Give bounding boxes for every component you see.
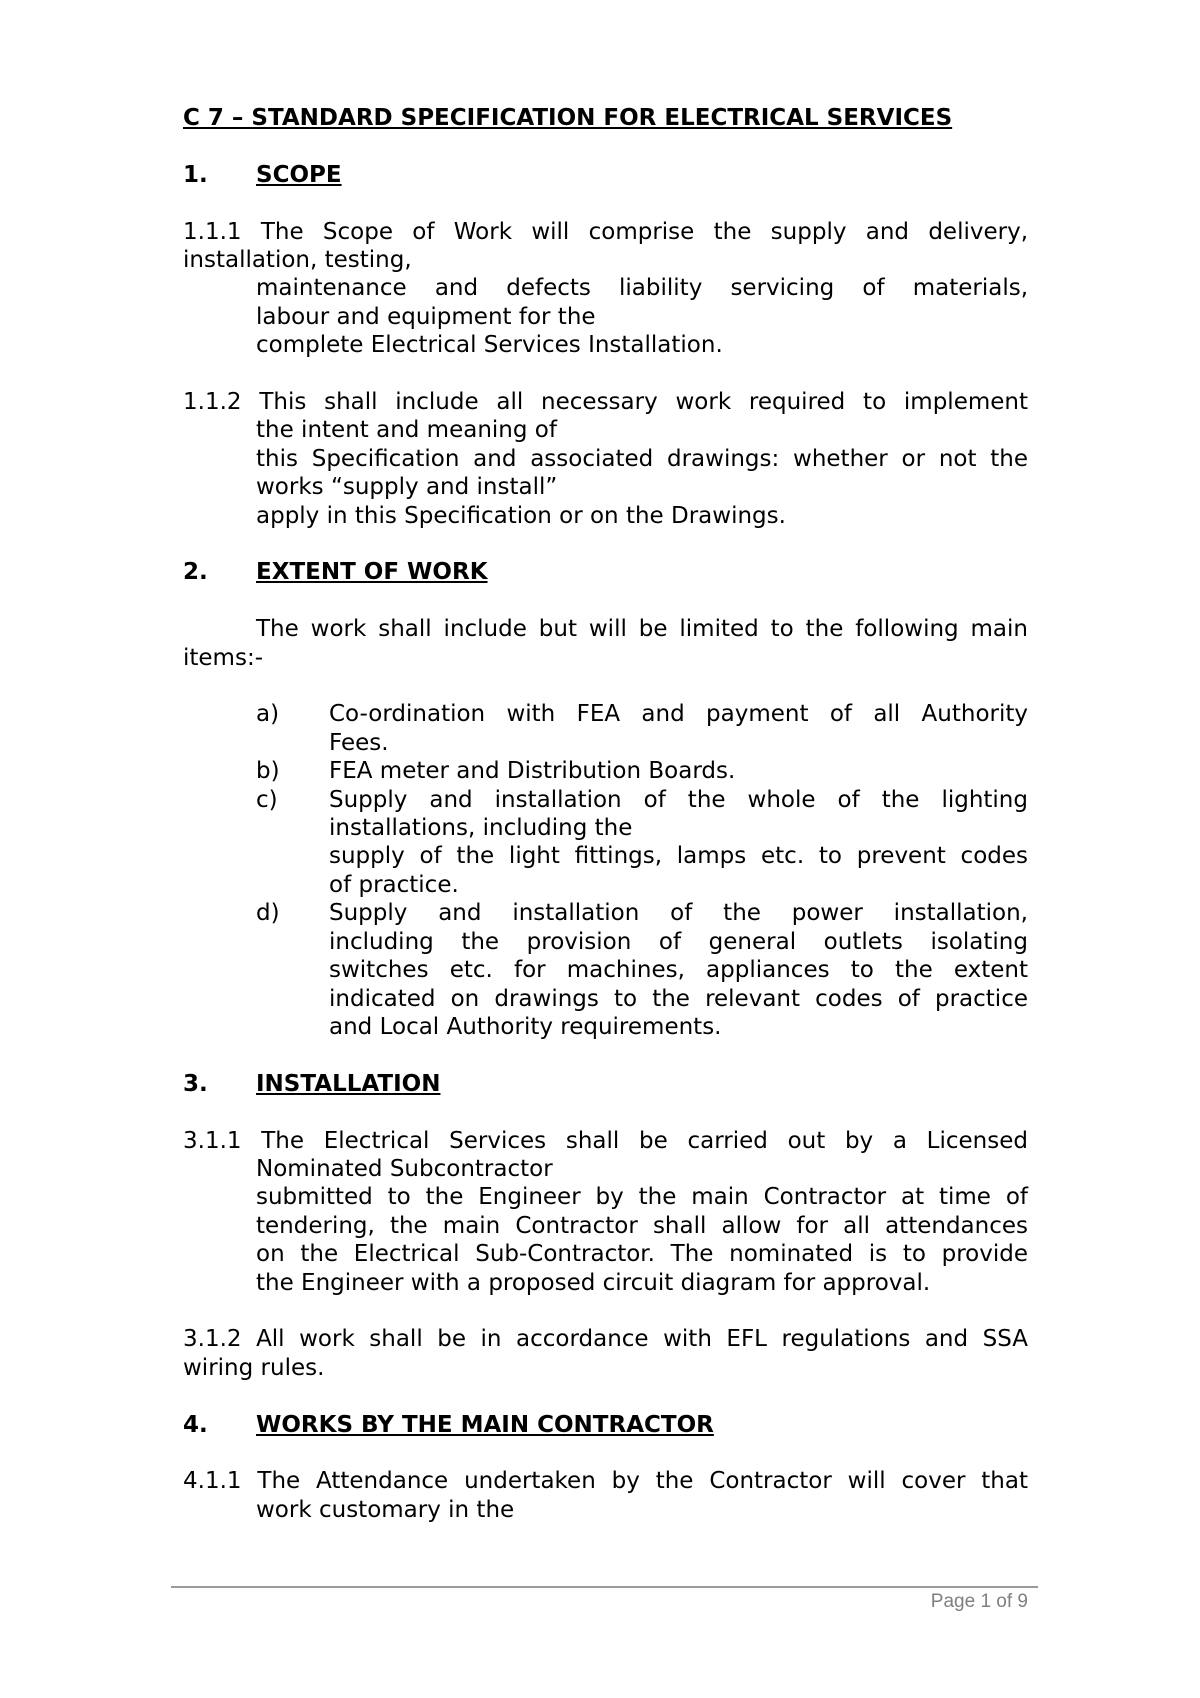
- extent-item-line: Co-ordination with FEA and payment of all Authority: [329, 701, 1028, 728]
- extent-item-line: Supply and installation of the power installation,: [329, 900, 1028, 927]
- section-4-number: 4.: [183, 1411, 208, 1438]
- document-title: C 7 – STANDARD SPECIFICATION FOR ELECTRICAL SERVICES: [183, 105, 953, 131]
- clause-line: labour and equipment for the: [256, 303, 596, 330]
- clause-line: submitted to the Engineer by the main Contractor at time of: [256, 1184, 1028, 1211]
- clause-line: work customary in the: [256, 1496, 515, 1523]
- clause-line: apply in this Specification or on the Drawings.: [256, 502, 786, 529]
- extent-item-marker: a): [256, 701, 280, 728]
- section-1-number: 1.: [183, 161, 208, 188]
- section-3-number: 3.: [183, 1070, 208, 1097]
- extent-item: [183, 757, 1028, 785]
- clause-number: 3.1.1: [183, 1127, 242, 1154]
- extent-item: [183, 700, 1028, 757]
- section-2-number: 2.: [183, 559, 208, 586]
- clause-line: 1.1.1 The Scope of Work will comprise the supply and delivery,: [183, 218, 1028, 245]
- clause-line: the Engineer with a proposed circuit diagram for approval.: [256, 1269, 931, 1296]
- section-3-heading: [183, 1070, 1028, 1098]
- section-2-heading: [183, 558, 1028, 586]
- extent-item-marker: c): [256, 786, 278, 813]
- page-number: Page 1 of 9: [930, 1591, 1028, 1612]
- clause-line: wiring rules.: [183, 1354, 325, 1381]
- clause-line: 3.1.2 All work shall be in accordance with EFL regulations and SSA: [183, 1326, 1028, 1353]
- extent-items-list: [183, 700, 1028, 1041]
- clause-3-1-1: [183, 1127, 1028, 1297]
- extent-item-line: supply of the light fittings, lamps etc. to prevent codes: [329, 843, 1028, 870]
- section-4-title: WORKS BY THE MAIN CONTRACTOR: [256, 1411, 714, 1438]
- extent-item-line: installations, including the: [329, 815, 633, 842]
- clause-number: 4.1.1: [183, 1468, 242, 1495]
- section-3-title: INSTALLATION: [256, 1070, 441, 1097]
- section-2-title: EXTENT OF WORK: [256, 559, 488, 586]
- section-4-heading: [183, 1411, 1028, 1439]
- extent-item: [183, 786, 1028, 900]
- extent-item-line: and Local Authority requirements.: [329, 1013, 722, 1040]
- section-1-heading: [183, 161, 1028, 189]
- clause-4-1-1: [183, 1467, 1028, 1524]
- clause-line: 1.1.2 This shall include all necessary work required to implement: [183, 389, 1029, 416]
- page-content: [183, 104, 1028, 1524]
- section-1-title: SCOPE: [256, 161, 342, 188]
- extent-item-marker: b): [256, 758, 280, 785]
- extent-item-line: FEA meter and Distribution Boards.: [329, 758, 736, 785]
- clause-number: 3.1.2: [183, 1326, 242, 1353]
- extent-intro-line: The work shall include but will be limited to the following main: [256, 616, 1028, 643]
- clause-number: 1.1.1: [183, 218, 242, 245]
- extent-item-line: including the provision of general outlets isolating: [329, 928, 1028, 955]
- clause-line: the intent and meaning of: [256, 417, 557, 444]
- extent-item: [183, 899, 1028, 1041]
- clause-line: Nominated Subcontractor: [256, 1155, 553, 1182]
- clause-line: complete Electrical Services Installation.: [256, 332, 723, 359]
- clause-line: this Specification and associated drawings: whether or not the: [256, 445, 1028, 472]
- clause-line: installation, testing,: [183, 247, 412, 273]
- clause-number: 1.1.2: [183, 389, 242, 416]
- extent-intro-line: items:-: [183, 644, 263, 671]
- footer-divider: [171, 1586, 1038, 1588]
- clause-1-1-1: [183, 218, 1028, 360]
- clause-1-1-2: [183, 388, 1028, 530]
- clause-3-1-2: [183, 1325, 1028, 1382]
- extent-item-line: of practice.: [329, 871, 459, 898]
- clause-line: tendering, the main Contractor shall allow for all attendances: [256, 1212, 1028, 1239]
- extent-item-line: indicated on drawings to the relevant codes of practice: [329, 985, 1028, 1012]
- clause-line: works “supply and install”: [256, 474, 558, 501]
- clause-line: on the Electrical Sub-Contractor. The nominated is to provide: [256, 1241, 1028, 1268]
- extent-item-line: switches etc. for machines, appliances to the extent: [329, 957, 1028, 984]
- extent-item-marker: d): [256, 900, 280, 927]
- extent-item-line: Fees.: [329, 729, 389, 756]
- clause-line: maintenance and defects liability servicing of materials,: [256, 275, 1028, 302]
- clause-line: 4.1.1 The Attendance undertaken by the Contractor will cover that: [183, 1468, 1028, 1495]
- clause-line: 3.1.1 The Electrical Services shall be carried out by a Licensed: [183, 1127, 1028, 1154]
- extent-item-line: Supply and installation of the whole of the lighting: [329, 786, 1028, 813]
